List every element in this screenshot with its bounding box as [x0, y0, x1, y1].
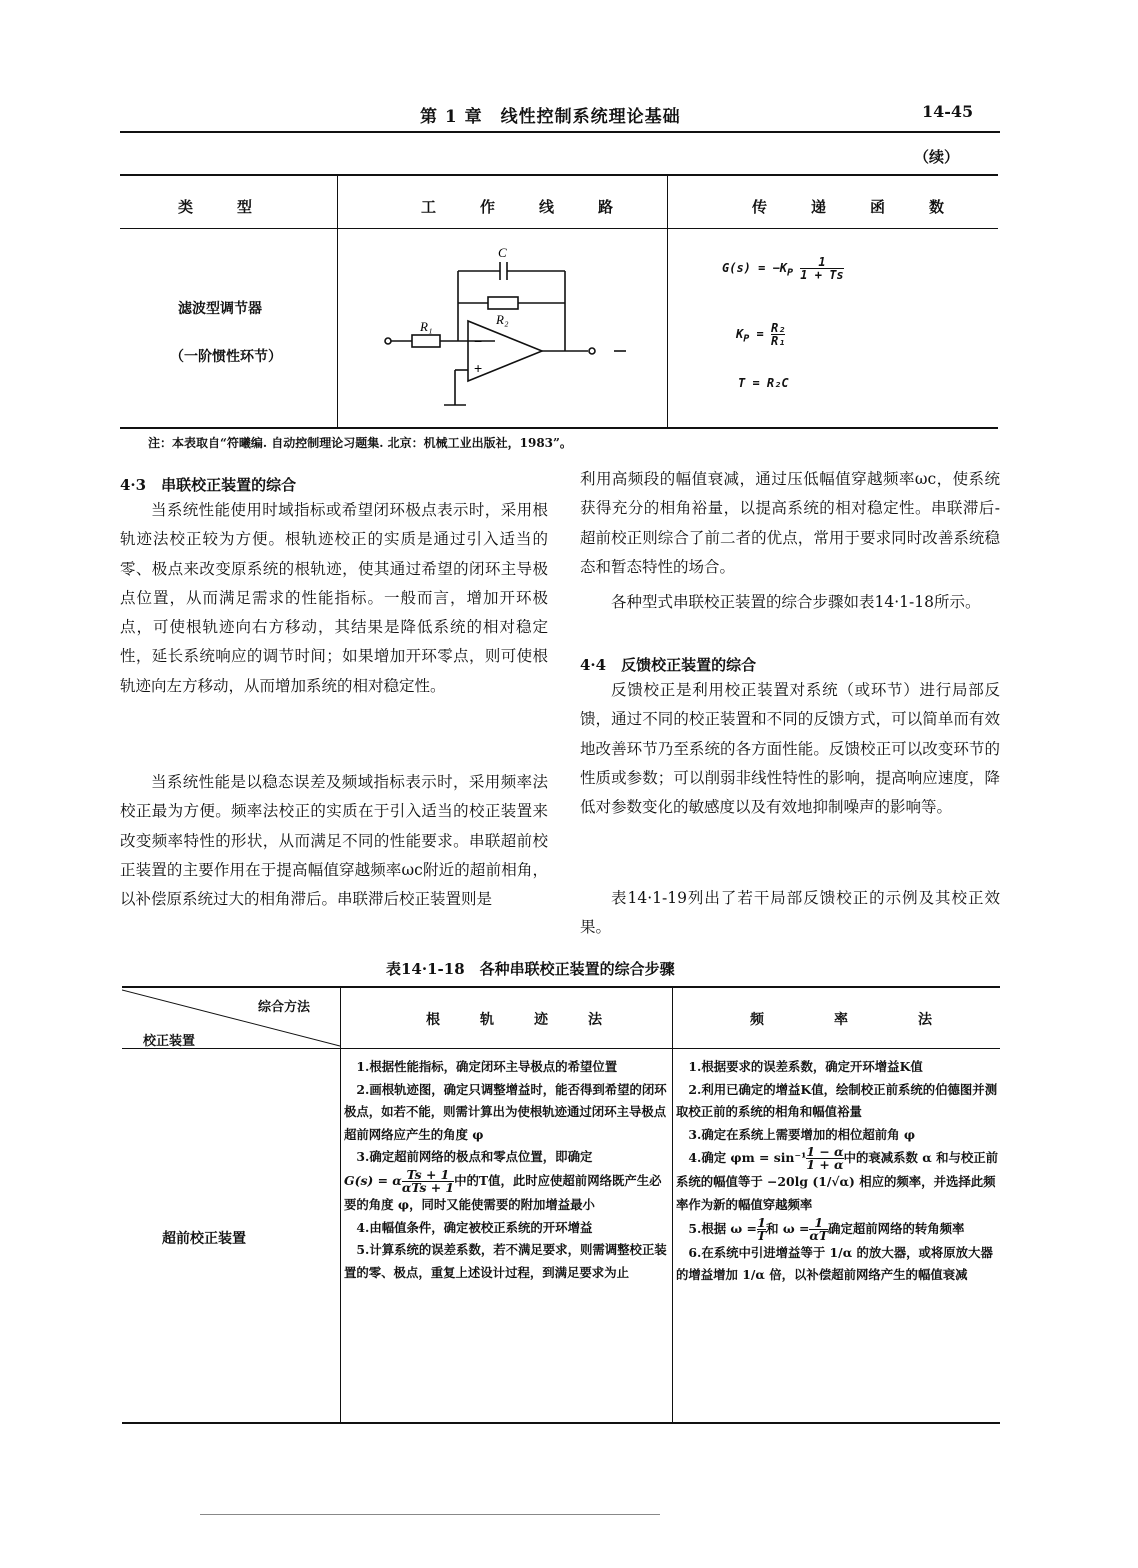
frequency-steps — [676, 1056, 1000, 1287]
root-locus-step-4: 4.由幅值条件，确定被校正系统的开环增益 — [344, 1219, 593, 1235]
table2-header-rule — [122, 1048, 1000, 1049]
table1-source-note: 注：本表取自“符曦编. 自动控制理论习题集. 北京：机械工业出版社，1983”。 — [148, 436, 572, 450]
frequency-step-2: 2.利用已确定的增益K值，绘制校正前系统的伯德图并测取校正前的系统的相角和幅值裕量 — [676, 1081, 998, 1120]
resistor-r2-label: R₂ — [496, 312, 509, 327]
header-rule — [120, 131, 1000, 133]
attenuation-fraction: $\frac{1 - \alpha}{1 + \alpha}$ — [806, 1144, 844, 1173]
table1-top-rule — [120, 174, 998, 176]
section-4-4-title: 4·4 反馈校正装置的综合 — [580, 656, 757, 674]
table1-col-divider-2 — [667, 175, 668, 428]
frequency-step-1: 1.根据要求的误差系数，确定开环增益K值 — [676, 1059, 923, 1074]
right-para-lag: 利用高频段的幅值衰减，通过压低幅值穿越频率ωc，使系统获得充分的相角裕量，以提高系统的相对稳定性。串联滞后-超前校正则综合了前二者的优点，常用于要求同时改善系统稳态和暂态特性的场合。 — [580, 470, 1000, 576]
frequency-step-3: 3.确定在系统上需要增加的相位超前角 φ — [676, 1126, 916, 1142]
root-locus-step-5: 5.计算系统的误差系数，若不满足要求，则需调整校正装置的零、极点，重复上述设计过程，到满足要求为止 — [344, 1242, 667, 1280]
table1-col-divider-1 — [337, 175, 338, 428]
corner-frequency-fraction-1: $\frac{1}{T}$ — [756, 1214, 767, 1243]
frequency-step-6: 6.在系统中引进增益等于 1/α 的放大器，或将原放大器的增益增加 1/α 倍，以补偿超前网络产生的幅值衰减 — [676, 1244, 993, 1283]
table2-bottom-rule — [122, 1422, 1000, 1424]
table2-corner-device: 校正装置 — [143, 1034, 196, 1049]
left-para-frequency: 当系统性能是以稳态误差及频域指标表示时，采用频率法校正最为方便。频率法校正的实质在于引入适当的校正装置来改变频率特性的形状，从而满足不同的性能要求。串联超前校正装置的主要作用在于提高幅值穿越频率ωc附近的超前相角，以补偿原系统过大的相角滞后。串联滞后校正装置则是 — [120, 773, 548, 909]
table1-header-circuit: 工作线路 — [421, 198, 658, 216]
table2-col-divider-2 — [672, 987, 673, 1422]
section-4-3-title: 4·3 串联校正装置的综合 — [120, 476, 297, 494]
table2-caption: 表14·1-18 各种串联校正装置的综合步骤 — [386, 960, 675, 978]
right-para-feedback: 反馈校正是利用校正装置对系统（或环节）进行局部反馈，通过不同的校正装置和不同的反馈方式，可以简单而有效地改善环节乃至系统的各方面性能。反馈校正可以改变环节的性质或参数；可以削弱非线性特性的影响，提高响应速度，降低对参数变化的敏感度以及有效地抑制噪声的影响等。 — [580, 681, 1000, 817]
table1-bottom-rule — [120, 427, 998, 429]
table2-corner-method: 综合方法 — [258, 1000, 311, 1015]
right-para-steps-ref: 各种型式串联校正装置的综合步骤如表14·1-18所示。 — [611, 593, 981, 611]
frequency-step-5: 5.根据 ω = $\frac{1}{T}$ 和 ω = $\frac{1}{\alpha T}$ 确定超前网络的转角频率 — [676, 1214, 965, 1243]
left-para-root-locus: 当系统性能使用时域指标或希望闭环极点表示时，采用根轨迹法校正较为方便。根轨迹校正的实质是通过引入适当的零、极点来改变原系统的根轨迹，使其通过希望的闭环主导极点位置，从而满足需求的性能指标。一般而言，增加开环极点，可使根轨迹向右方移动，其结果是降低系统的相对稳定性，延长系统响应的调节时间；如果增加开环零点，则可使根轨迹向左方移动，从而增加系统的相对稳定性。 — [120, 501, 548, 695]
page-number: 14-45 — [922, 102, 974, 121]
table1-header-transfer: 传递函数 — [752, 198, 989, 216]
table2-col-divider-1 — [340, 987, 341, 1422]
root-locus-step-1: 1.根据性能指标，确定闭环主导极点的希望位置 — [344, 1059, 618, 1074]
transfer-function-g: $G(s) = -K_P$ $\frac{1}{1 + Ts}$ — [722, 255, 844, 282]
root-locus-steps — [344, 1056, 672, 1284]
filter-regulator-label: 滤波型调节器 — [178, 301, 262, 317]
lead-network-fraction: $\frac{Ts + 1}{\text{αTs + 1}}$ — [401, 1166, 455, 1195]
opamp-plus-label: + — [474, 360, 483, 376]
resistor-r1-label: R₁ — [420, 319, 433, 334]
corner-frequency-fraction-2: $\frac{1}{\alpha T}$ — [809, 1214, 829, 1243]
table-continued-label: （续） — [914, 148, 960, 166]
kp-fraction: $\frac{\text{R₂}}{\text{R₁}}$ — [770, 321, 786, 348]
table2-header-frequency: 频率法 — [750, 1012, 1002, 1028]
table1-header-rule — [120, 228, 998, 229]
table2-header-root-locus: 根轨迹法 — [426, 1012, 642, 1028]
first-order-inertia-label: （一阶惯性环节） — [170, 349, 282, 365]
capacitor-c-label: C — [498, 245, 507, 260]
right-para-table-ref: 表14·1-19列出了若干局部反馈校正的示例及其校正效果。 — [580, 889, 1000, 937]
table1-header-type: 类型 — [178, 198, 297, 216]
root-locus-step-2: 2.画根轨迹图，确定只调整增益时，能否得到希望的闭环极点，如若不能，则需计算出为使根轨迹通过闭环主导极点超前网络应产生的角度 φ — [344, 1081, 667, 1142]
frequency-step-4: 4.确定 φm = sin⁻¹ $\frac{1 - \alpha}{1 + \alpha}$ 中的衰减系数 α 和与校正前系统的幅值等于 −20lg (1/√α) 相应的频率，并选择此频率作为新的幅值穿越频率 — [676, 1144, 999, 1212]
chapter-title: 第 1 章 线性控制系统理论基础 — [420, 107, 681, 127]
lead-compensator-label: 超前校正装置 — [162, 1231, 246, 1247]
bottom-scan-rule — [200, 1514, 660, 1515]
g-fraction: $\frac{1}{1 + Ts}$ — [800, 255, 844, 282]
opamp-minus-label: − — [474, 333, 483, 349]
gain-kp-formula: $K_P$ = $\frac{\text{R₂}}{\text{R₁}}$ — [736, 321, 786, 348]
root-locus-step-3: 3.确定超前网络的极点和零点位置，即确定 G(s) = α $\frac{Ts + 1}{\text{αTs + 1}}$ 中的T值，此时应使超前网络既产生必要的角度 φ，同时又能使需要的附加增益最小 — [344, 1149, 662, 1212]
time-constant-formula: T = R₂C — [738, 376, 789, 390]
op-amp-circuit-diagram — [370, 245, 660, 415]
